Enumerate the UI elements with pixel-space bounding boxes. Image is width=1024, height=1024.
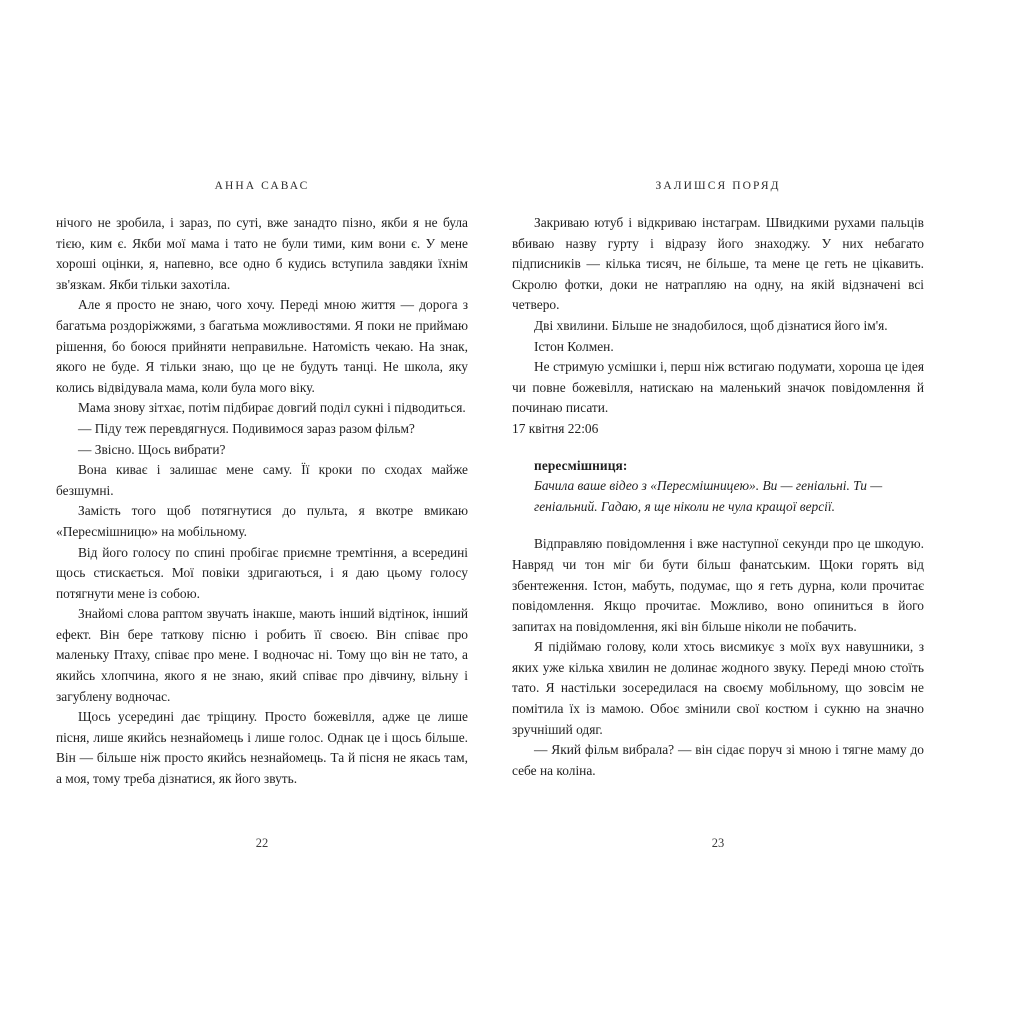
- message-handle: пересмішниця:: [534, 457, 628, 473]
- page-right: [512, 0, 968, 1024]
- paragraph: Від його голосу по спині пробігає приємне тремтіння, а всередині щось стискається. Мої повіки здригаються, і я даю цьому голосу потягнути мене із собою.: [56, 544, 468, 601]
- body-text-left: [56, 213, 468, 790]
- dialogue-line: — Піду теж перевдягнуся. Подивимося зараз разом фільм?: [78, 420, 415, 436]
- paragraph: Мама знову зітхає, потім підбирає довгий поділ сукні і підводиться.: [78, 400, 466, 416]
- dialogue-line: — Який фільм вибрала? — він сідає поруч зі мною і тягне маму до себе на коліна.: [512, 742, 924, 778]
- paragraph: Відправляю повідомлення і вже наступної секунди про це шкодую. Навряд чи тон міг би бути більш фанатським. Щоки горять від збентеження. Істон, мабуть, подумає, що я геть дурна, коли прочитає повідомлення. Якщо прочитає. Можливо, воно опиниться в його запитах на повідомлення, які він більше ніколи не побачить.: [512, 536, 924, 634]
- paragraph: Але я просто не знаю, чого хочу. Переді мною життя — дорога з багатьма роздоріжжями, з багатьма можливостями. Я поки не приймаю рішення, бо боюся прийняти неправильне. Натомість чекаю. На знак, якого не буде. Я тільки знаю, що це не будуть танці. Не школа, яку колись відвідувала мама, коли була мого віку.: [56, 297, 468, 395]
- body-text-right: [512, 213, 924, 781]
- paragraph: Щось усередині дає тріщину. Просто божевілля, адже це лише пісня, лише якийсь незнайомець і лише голос. Однак це і щось більше. Він — більше ніж просто якийсь незнайомець. Та й пісня не якась там, а моя, тому треба дізнатися, як його звуть.: [56, 709, 468, 787]
- page-left: [56, 0, 512, 1024]
- paragraph: Закриваю ютуб і відкриваю інстаграм. Швидкими рухами пальців вбиваю назву гурту і відразу його знаходжу. У них небагато підписників — кілька тисяч, не більше, та мене це геть не цікавить. Скролю фотки, доки не натрапляю на одну, на якій відзначені всі четверо.: [512, 215, 924, 313]
- paragraph: Я підіймаю голову, коли хтось висмикує з моїх вух навушники, з яких уже кілька хвилин не долинає жодного звуку. Переді мною стоїть тато. Я настільки зосередилася на своєму мобільному, що зовсім не помітила їх із мамою. Обоє змінили свої костюм і сукню на значно зручніший одяг.: [512, 639, 924, 737]
- paragraph: Не стримую усмішки і, перш ніж встигаю подумати, хороша це ідея чи повне божевілля, натискаю на маленький значок повідомлення й починаю писати.: [512, 359, 924, 416]
- paragraph: Істон Колмен.: [534, 338, 614, 354]
- message-block: [534, 456, 902, 518]
- running-head-right: ЗАЛИШСЯ ПОРЯД: [655, 180, 781, 192]
- running-head-left: АННА САВАС: [214, 180, 310, 192]
- page-number-right: 23: [711, 836, 725, 850]
- paragraph: Замість того щоб потягнутися до пульта, я вкотре вмикаю «Пересмішницю» на мобільному.: [56, 503, 468, 539]
- paragraph: Знайомі слова раптом звучать інакше, мають інший відтінок, інший ефект. Він бере таткову пісню і робить її своєю. Він співає про маленьку Птаху, співає про мене. І водночас ні. Тому що він не тато, а якийсь хлопчина, якого я не знаю, який співає про дівчину, вільну і загублену водночас.: [56, 606, 468, 704]
- message-timestamp: 17 квітня 22:06: [512, 420, 599, 436]
- paragraph: Дві хвилини. Більше не знадобилося, щоб дізнатися його ім'я.: [534, 317, 888, 333]
- paragraph: нічого не зробила, і зараз, по суті, вже занадто пізно, якби я не була тією, ким є. Якби мої мама і тато не були тими, ким вони є. У мене хороші оцінки, я, напевно, все одно б кудись вступила завдяки їхнім зв'язкам. Якби тільки захотіла.: [56, 215, 468, 292]
- message-body: Бачила ваше відео з «Пересмішницею». Ви — геніальні. Ти — геніальний. Гадаю, я ще ніколи не чула кращої версії.: [534, 478, 883, 514]
- paragraph: Вона киває і залишає мене саму. Її кроки по сходах майже безшумні.: [56, 462, 468, 498]
- dialogue-line: — Звісно. Щось вибрати?: [78, 441, 226, 457]
- page-number-left: 22: [255, 836, 269, 850]
